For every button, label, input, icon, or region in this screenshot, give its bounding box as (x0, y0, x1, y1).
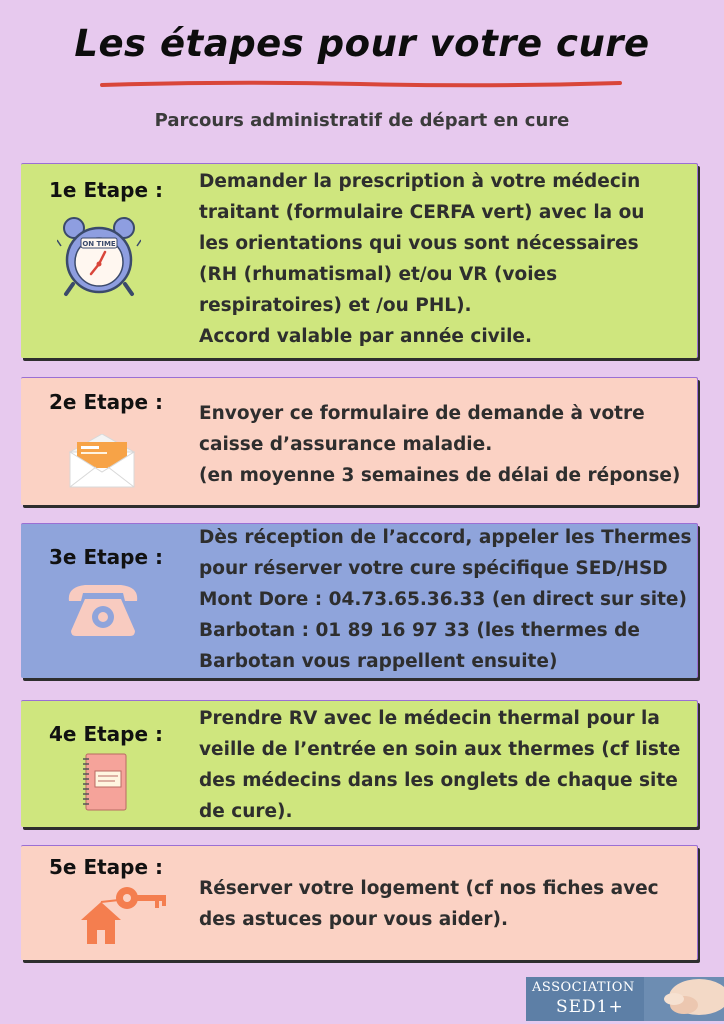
step-text (199, 873, 689, 935)
page-title: Les étapes pour votre cure (74, 22, 650, 65)
step-text-line: Réserver votre logement (cf nos fiches avec (199, 878, 659, 899)
logo-line-2: SED1+ (556, 997, 624, 1017)
step-text-line: respiratoires) et /ou PHL). (199, 295, 472, 316)
step-text-line: Dès réception de l’accord, appeler les Thermes (199, 527, 692, 548)
step-label: 5e Etape : (49, 855, 164, 879)
step-text-line: des astuces pour vous aider). (199, 909, 509, 930)
step-text-line: Mont Dore : 04.73.65.36.33 (en direct sur site) (199, 589, 687, 610)
step-text-line: Accord valable par année civile. (199, 326, 532, 347)
step-text (199, 703, 689, 827)
step-text (199, 166, 689, 352)
step-text-line: veille de l’entrée en soin aux thermes (cf liste (199, 739, 681, 760)
title-underline (100, 78, 622, 90)
step-label: 1e Etape : (49, 178, 164, 202)
step-text-line: caisse d’assurance maladie. (199, 434, 493, 455)
house-key-icon (79, 886, 171, 948)
step-text-line: traitant (formulaire CERFA vert) avec la ou (199, 202, 645, 223)
hand-photo-icon (644, 977, 724, 1021)
step-card-2 (21, 377, 698, 505)
envelope-icon (69, 434, 135, 488)
step-text-line: Barbotan : 01 89 16 97 33 (les thermes de (199, 620, 640, 641)
step-card-3 (21, 523, 698, 678)
step-text-line: (RH (rhumatismal) et/ou VR (voies (199, 264, 558, 285)
notebook-icon (83, 753, 127, 811)
step-card-5 (21, 845, 698, 960)
clock-face-text: ON TIME (82, 240, 116, 248)
step-text-line: (en moyenne 3 semaines de délai de réponse) (199, 465, 681, 486)
step-text-line: des médecins dans les onglets de chaque site (199, 770, 678, 791)
step-label: 2e Etape : (49, 390, 164, 414)
logo-line-1: ASSOCIATION (532, 980, 635, 995)
step-text-line: de cure). (199, 801, 293, 822)
step-label: 4e Etape : (49, 722, 164, 746)
step-text (199, 522, 692, 677)
step-text (199, 398, 689, 491)
step-text-line: pour réserver votre cure spécifique SED/HSD (199, 558, 668, 579)
step-card-1 (21, 163, 698, 358)
step-text-line: Barbotan vous rappellent ensuite) (199, 651, 558, 672)
association-logo (526, 977, 724, 1021)
step-card-4 (21, 700, 698, 827)
step-text-line: Prendre RV avec le médecin thermal pour la (199, 708, 660, 729)
step-text-line: Demander la prescription à votre médecin (199, 171, 641, 192)
telephone-icon (65, 579, 141, 637)
alarm-clock-icon (57, 212, 141, 298)
step-text-line: les orientations qui vous sont nécessaires (199, 233, 639, 254)
page-subtitle: Parcours administratif de départ en cure (154, 110, 570, 131)
step-label: 3e Etape : (49, 545, 164, 569)
step-text-line: Envoyer ce formulaire de demande à votre (199, 403, 645, 424)
